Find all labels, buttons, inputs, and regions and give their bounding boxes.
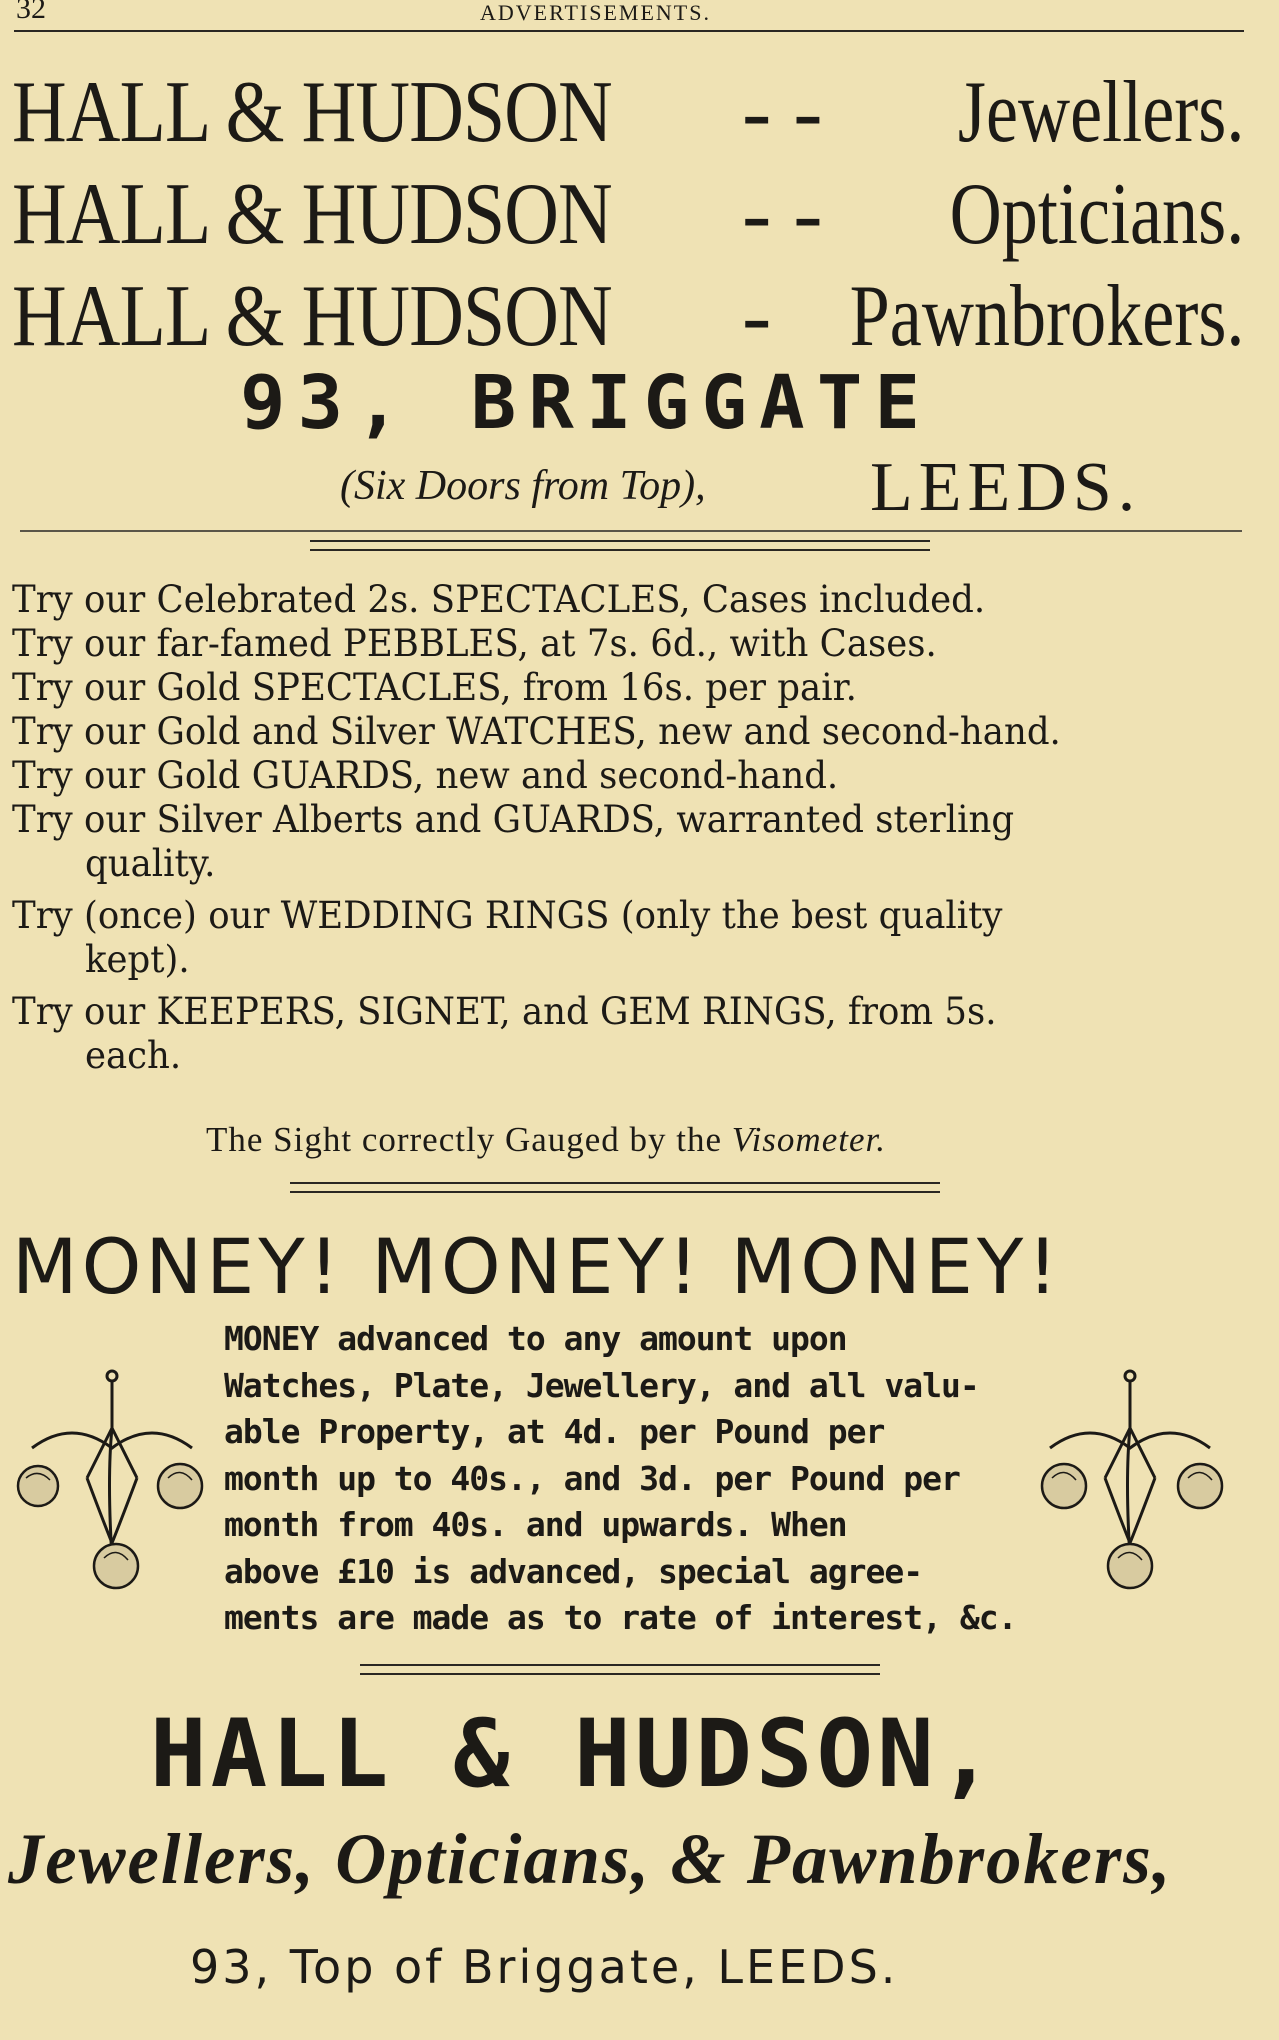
money-line: month from 40s. and upwards. When xyxy=(224,1505,847,1544)
trade-label: Pawnbrokers. xyxy=(849,268,1244,365)
offer-item: Try our Gold GUARDS, new and second-hand. xyxy=(12,754,839,797)
double-rule xyxy=(310,540,930,551)
money-line: ments are made as to rate of interest, &c. xyxy=(224,1598,1017,1637)
masthead-line-opticians xyxy=(12,164,1244,264)
firm-name: HALL & HUDSON xyxy=(12,268,612,365)
money-line: MONEY advanced to any amount upon xyxy=(224,1319,847,1358)
offers-list xyxy=(12,578,1193,1078)
offer-item: Try our Silver Alberts and GUARDS, warranted sterling quality. xyxy=(12,798,1015,885)
dash: - - xyxy=(742,64,823,161)
page-number: 32 xyxy=(16,0,46,25)
dash: - - xyxy=(742,166,823,263)
offer-item: Try our Gold SPECTACLES, from 16s. per pair. xyxy=(12,666,857,709)
section-title: ADVERTISEMENTS. xyxy=(480,0,711,25)
offer-item: Try (once) our WEDDING RINGS (only the best quality kept). xyxy=(12,894,1003,981)
footer-firm-name: HALL & HUDSON, xyxy=(150,1700,999,1809)
trade-label: Opticians. xyxy=(949,166,1244,263)
offer-item: Try our far-famed PEBBLES, at 7s. 6d., with Cases. xyxy=(12,622,937,665)
firm-name: HALL & HUDSON xyxy=(12,64,612,161)
section-divider xyxy=(20,530,1242,532)
street-address: 93, BRIGGATE xyxy=(240,360,933,446)
money-line: able Property, at 4d. per Pound per xyxy=(224,1412,885,1451)
sight-note: The Sight correctly Gauged by the Visometer. xyxy=(206,1120,886,1159)
visometer-label: Visometer. xyxy=(731,1120,886,1159)
footer-address: 93, Top of Briggate, LEEDS. xyxy=(190,1940,899,1994)
masthead-line-pawnbrokers xyxy=(12,266,1244,366)
money-line: above £10 is advanced, special agree- xyxy=(224,1551,923,1591)
money-line: month up to 40s., and 3d. per Pound per xyxy=(224,1458,960,1498)
dash: - xyxy=(742,268,772,365)
money-body xyxy=(224,1316,1024,1642)
pawnbroker-balls-icon xyxy=(12,1368,212,1598)
double-rule xyxy=(360,1664,880,1675)
footer-trades: Jewellers, Opticians, & Pawnbrokers, xyxy=(8,1819,1173,1899)
masthead-line-jewellers xyxy=(12,62,1244,162)
trade-label: Jewellers. xyxy=(957,64,1244,161)
pawnbroker-balls-icon xyxy=(1030,1368,1230,1598)
offer-item: Try our Gold and Silver WATCHES, new and second-hand. xyxy=(12,710,1061,753)
offer-item: Try our Celebrated 2s. SPECTACLES, Cases included. xyxy=(12,578,986,621)
money-line: Watches, Plate, Jewellery, and all valu- xyxy=(224,1365,979,1405)
offer-item: Try our KEEPERS, SIGNET, and GEM RINGS, from 5s. each. xyxy=(12,990,997,1077)
city-name: LEEDS. xyxy=(870,449,1142,526)
header-rule xyxy=(14,30,1244,32)
address-note: (Six Doors from Top), xyxy=(340,463,706,509)
money-heading: MONEY! MONEY! MONEY! xyxy=(12,1222,1062,1311)
firm-name: HALL & HUDSON xyxy=(12,166,612,263)
double-rule xyxy=(290,1182,940,1193)
